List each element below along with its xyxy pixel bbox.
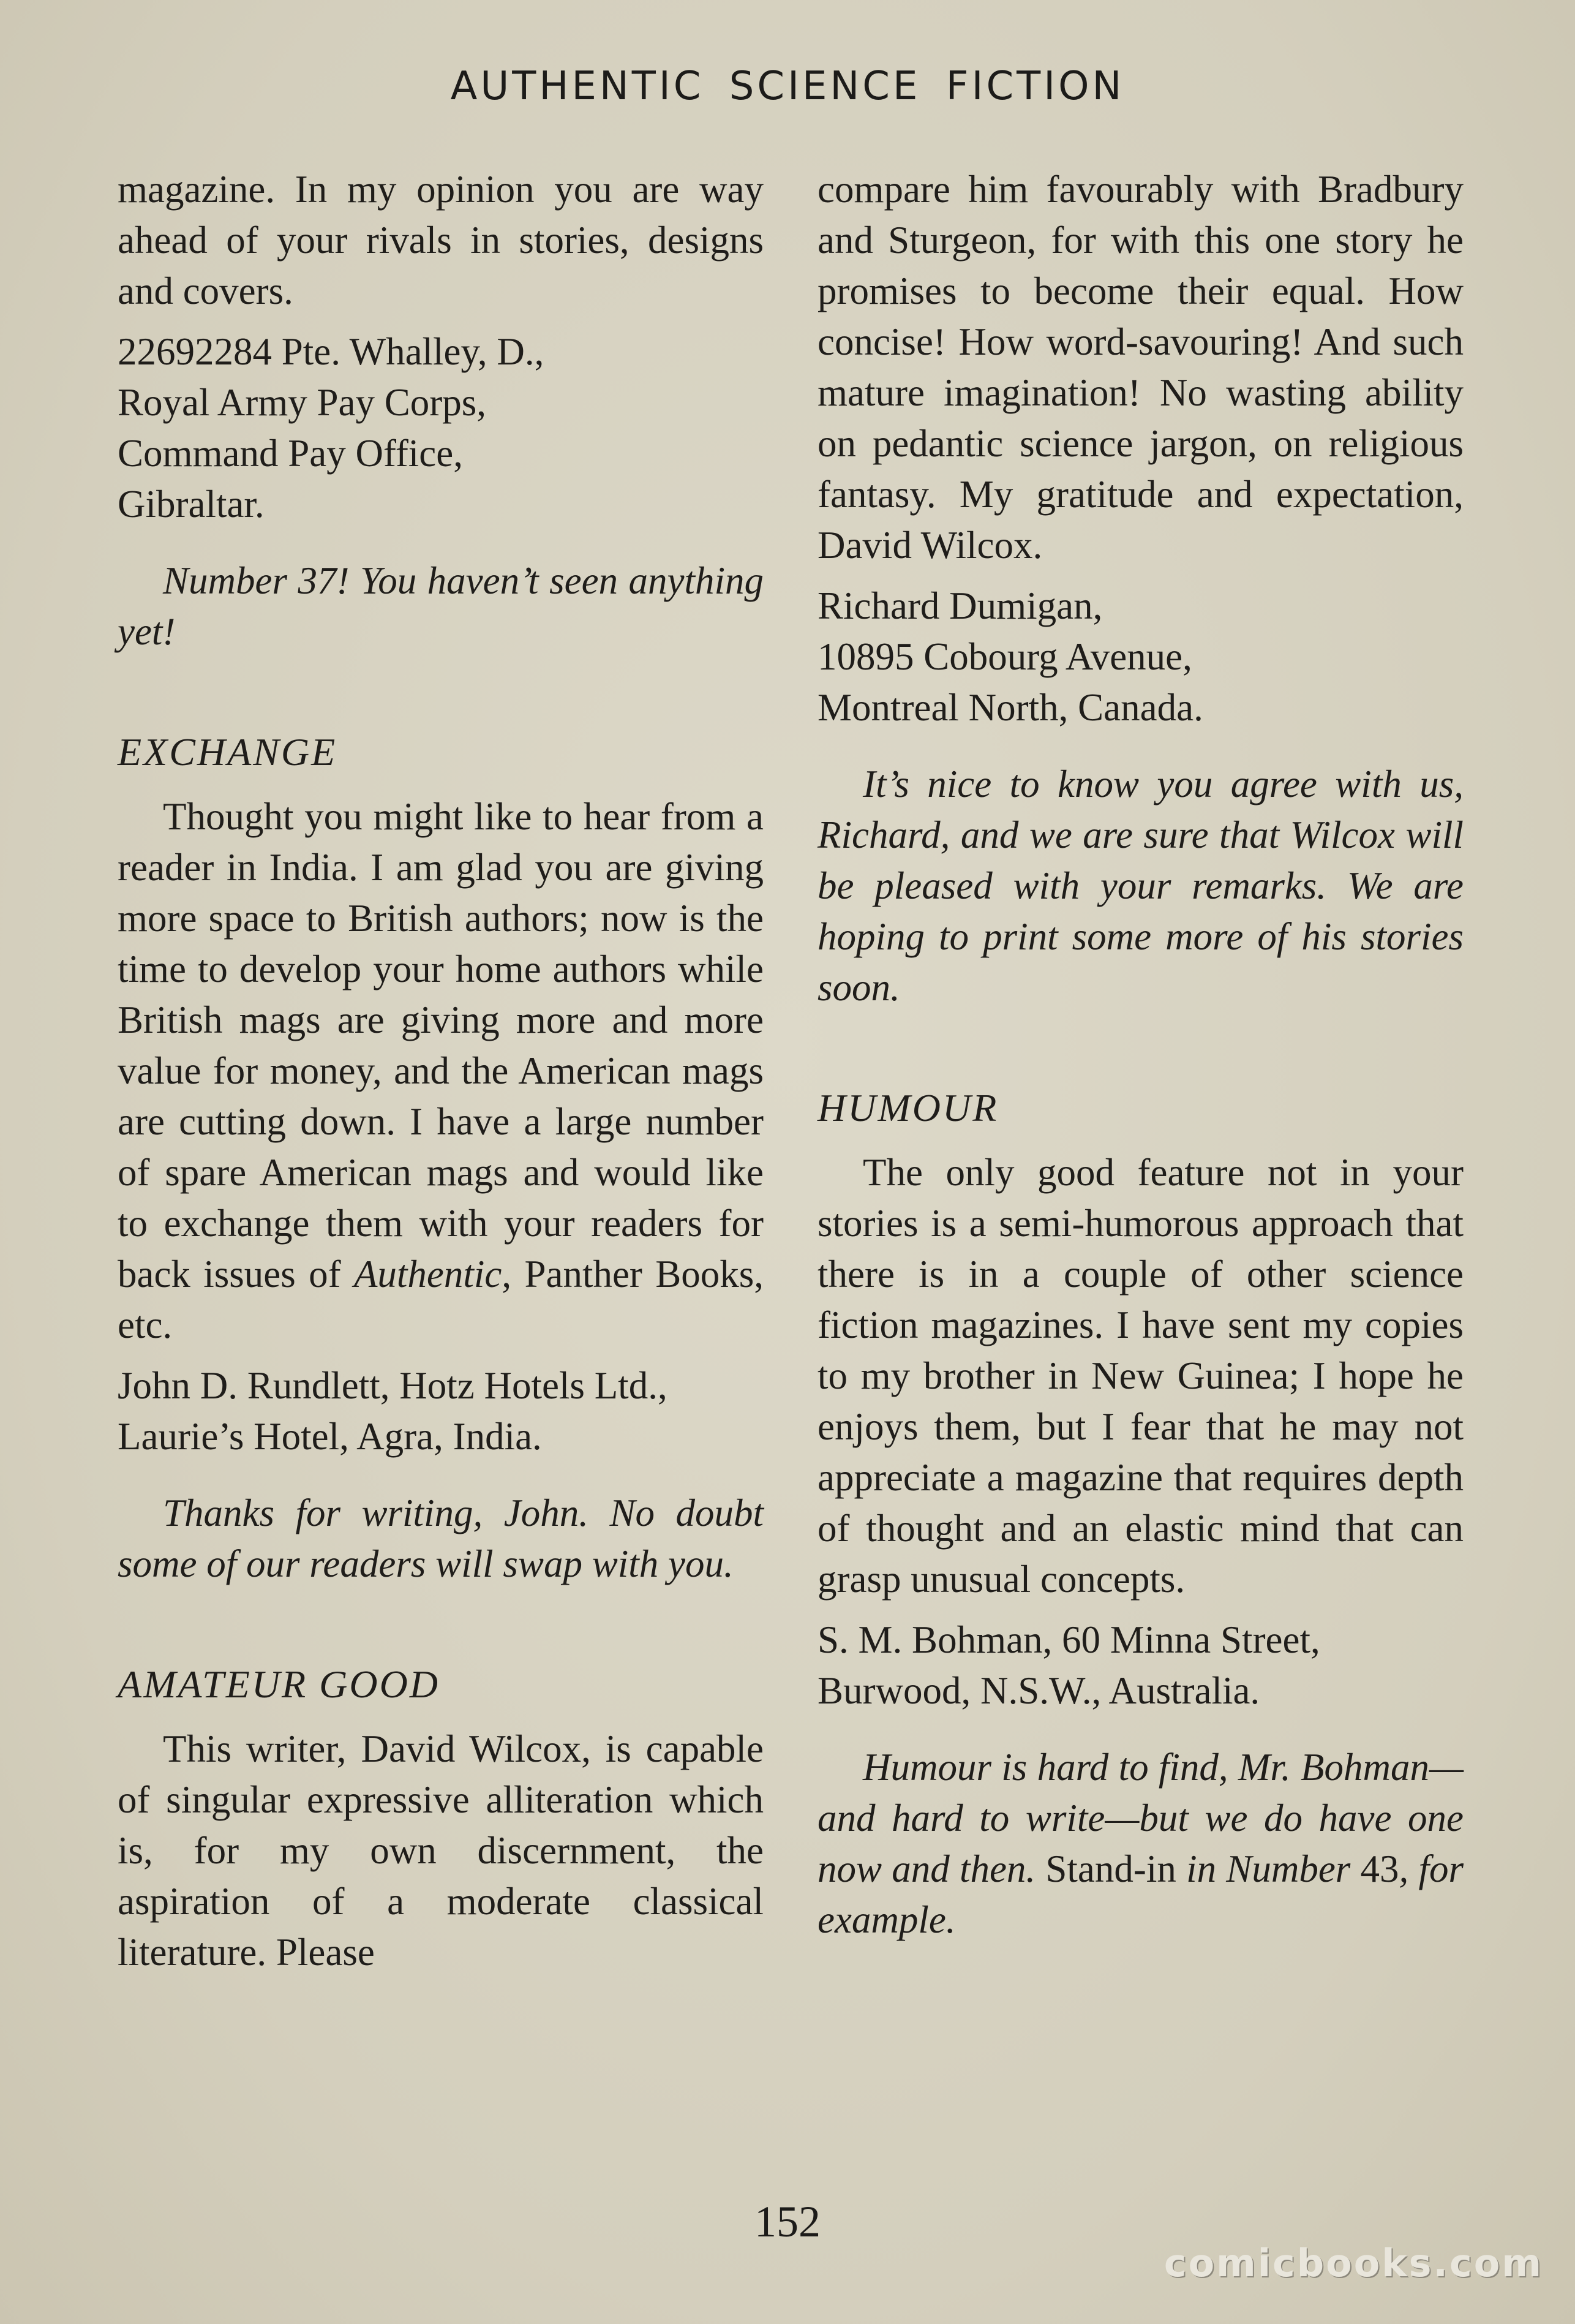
address-line: Royal Army Pay Corps, [118, 381, 487, 424]
address-line: Richard Dumigan, [818, 584, 1103, 627]
signature-bohman [818, 1615, 1464, 1716]
address-line: John D. Rundlett, Hotz Hotels Ltd., [118, 1364, 667, 1407]
magazine-title: Authentic [353, 1253, 502, 1296]
right-column [818, 164, 1464, 1945]
watermark: comicbooks.com [1163, 2241, 1543, 2285]
address-line: 22692284 Pte. Whalley, D., [118, 330, 544, 373]
signature-rundlett [118, 1360, 764, 1462]
letter-continuation: compare him favourably with Bradbury and Sturgeon, for with this one story he promises to become their equal. How concise! How word-savouring! And such mature imagination! No wasting ability on pedantic science jargon, on religious fantasy. My gratitude and expectation, David Wilcox. [818, 168, 1464, 567]
editor-reply: It’s nice to know you agree with us, Richard, and we are sure that Wilcox will be pleased with your remarks. We are hoping to print some more of his stories soon. [818, 763, 1464, 1009]
story-title: Stand-in [1045, 1847, 1176, 1890]
address-line: 10895 Cobourg Avenue, [818, 635, 1192, 678]
editor-reply: Humour is hard to find, Mr. Bohman—and hard to write—but we do have one now and then. Stand-in in Number 43, for example. [818, 1746, 1464, 1941]
address-line: Command Pay Office, [118, 432, 463, 475]
editor-reply: Number 37! You haven’t seen anything yet! [118, 559, 764, 653]
address-line: Laurie’s Hotel, Agra, India. [118, 1415, 542, 1458]
left-column [118, 164, 764, 1978]
address-line: Montreal North, Canada. [818, 686, 1203, 729]
issue-number: 43 [1360, 1847, 1399, 1890]
signature-whalley [118, 326, 764, 530]
letter-continuation: magazine. In my opinion you are way ahead of your rivals in stories, designs and covers. [118, 168, 764, 312]
letter-body-exchange: Thought you might like to hear from a reader in India. I am glad you are giving more space to British authors; now is the time to develop your home authors while British mags are giving more and more value for money, and the American mags are cutting down. I have a large number of spare American mags and would like to exchange them with your readers for back issues of Authentic, Panther Books, etc. [118, 795, 764, 1346]
address-line: Gibraltar. [118, 483, 265, 526]
section-heading-humour: HUMOUR [818, 1086, 999, 1130]
running-header: AUTHENTIC SCIENCE FICTION [450, 64, 1125, 109]
section-heading-amateur-good: AMATEUR GOOD [118, 1662, 440, 1706]
page-number: 152 [754, 2197, 821, 2246]
letter-body-amateur: This writer, David Wilcox, is capable of singular expressive alliteration which is, for my own discernment, the aspiration of a moderate classical literature. Please [118, 1727, 764, 1974]
letter-body-humour: The only good feature not in your stories is a semi-humorous approach that there is in a couple of other science fiction magazines. I have sent my copies to my brother in New Guinea; I hope he enjoys them, but I fear that he may not appreciate a magazine that requires depth of thought and an elastic mind that can grasp unusual concepts. [818, 1151, 1464, 1601]
signature-dumigan [818, 581, 1464, 733]
section-heading-exchange: EXCHANGE [118, 730, 337, 774]
address-line: Burwood, N.S.W., Australia. [818, 1669, 1260, 1712]
address-line: S. M. Bohman, 60 Minna Street, [818, 1618, 1320, 1661]
editor-reply: Thanks for writing, John. No doubt some of our readers will swap with you. [118, 1492, 764, 1585]
